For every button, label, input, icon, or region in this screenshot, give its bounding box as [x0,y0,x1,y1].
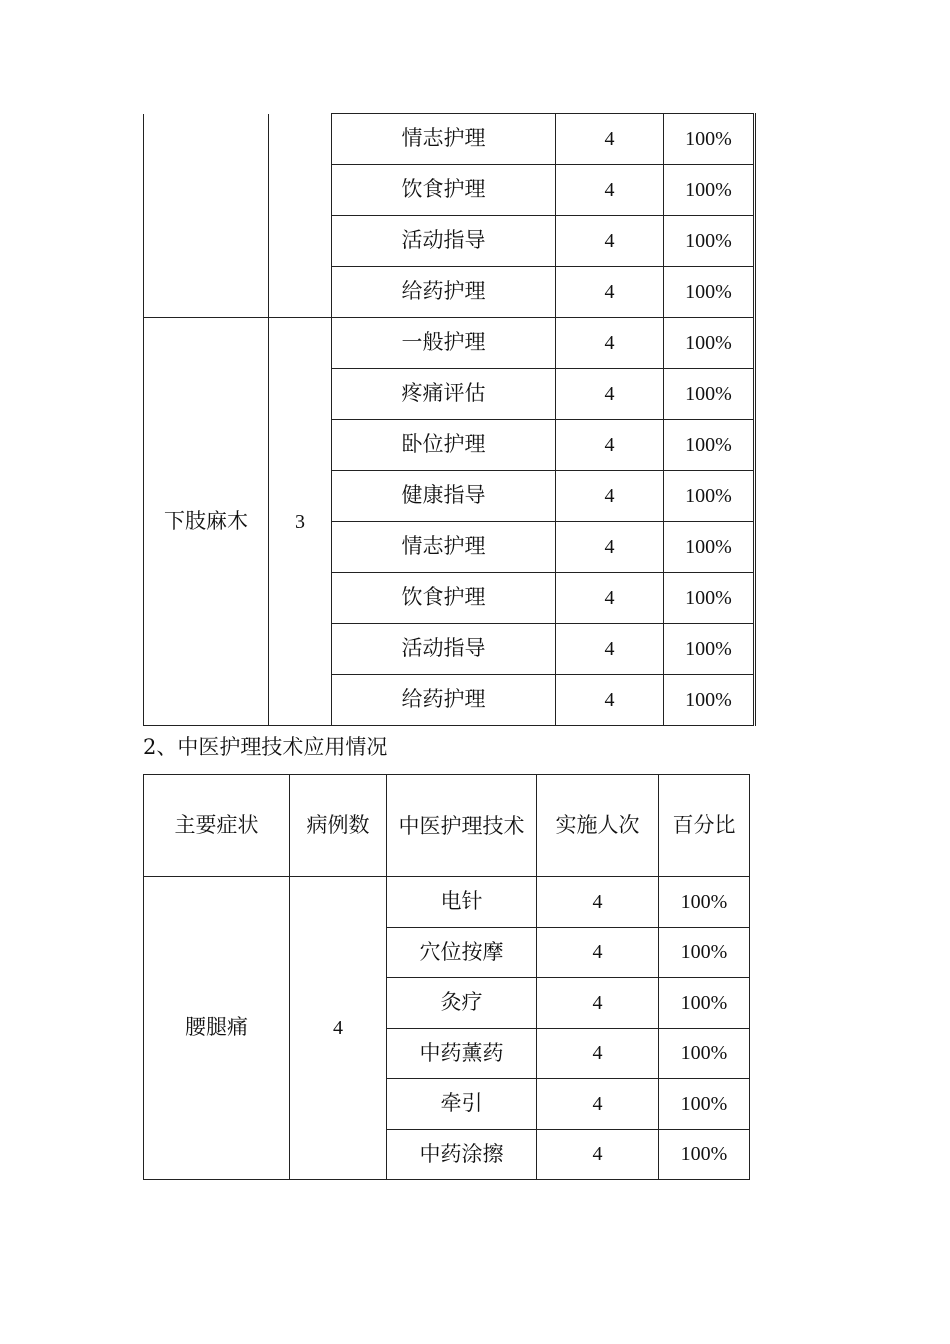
measure-cell: 情志护理 [332,522,556,573]
count-cell: 4 [556,165,664,216]
percent-cell: 100% [664,420,755,471]
percent-cell: 100% [664,267,755,318]
count-cell: 4 [556,471,664,522]
cases-cell: 3 [269,318,332,726]
table-header-row [144,775,750,877]
header-cell-count: 实施人次 [537,775,659,877]
percent-cell: 100% [664,216,755,267]
technique-cell: 穴位按摩 [387,927,537,978]
percent-cell: 100% [664,471,755,522]
measure-cell: 活动指导 [332,216,556,267]
count-cell: 4 [556,624,664,675]
percent-cell: 100% [659,978,750,1029]
percent-cell: 100% [664,624,755,675]
count-cell: 4 [537,978,659,1029]
measure-cell: 健康指导 [332,471,556,522]
percent-cell: 100% [659,927,750,978]
section-heading: 2、中医护理技术应用情况 [143,735,388,759]
technique-cell: 电针 [387,877,537,928]
percent-cell: 100% [659,877,750,928]
percent-cell: 100% [659,1129,750,1180]
percent-cell: 100% [664,522,755,573]
percent-cell: 100% [664,165,755,216]
table-row [144,114,755,165]
measure-cell: 疼痛评估 [332,369,556,420]
percent-cell: 100% [659,1079,750,1130]
count-cell: 4 [556,216,664,267]
percent-cell: 100% [664,318,755,369]
cases-cell-continued [269,114,332,318]
measure-cell: 卧位护理 [332,420,556,471]
tcm-techniques-table [143,774,750,1180]
count-cell: 4 [537,1129,659,1180]
measure-cell: 一般护理 [332,318,556,369]
percent-cell: 100% [664,369,755,420]
symptom-cell-continued [144,114,269,318]
count-cell: 4 [556,420,664,471]
count-cell: 4 [556,318,664,369]
measure-cell: 饮食护理 [332,573,556,624]
count-cell: 4 [556,369,664,420]
count-cell: 4 [537,1079,659,1130]
percent-cell: 100% [664,675,755,726]
count-cell: 4 [556,522,664,573]
symptom-cell: 下肢麻木 [144,318,269,726]
symptom-cell: 腰腿痛 [144,877,290,1180]
technique-cell: 中药薰药 [387,1028,537,1079]
count-cell: 4 [537,927,659,978]
table-row [144,877,750,928]
count-cell: 4 [556,573,664,624]
count-cell: 4 [556,267,664,318]
measure-cell: 活动指导 [332,624,556,675]
measure-cell: 饮食护理 [332,165,556,216]
percent-cell: 100% [664,573,755,624]
count-cell: 4 [537,1028,659,1079]
header-cell-percent: 百分比 [659,775,750,877]
measure-cell: 给药护理 [332,267,556,318]
table-row [144,318,755,369]
header-cell-cases: 病例数 [290,775,387,877]
count-cell: 4 [556,675,664,726]
measure-cell: 给药护理 [332,675,556,726]
count-cell: 4 [556,114,664,165]
technique-cell: 中药涂擦 [387,1129,537,1180]
header-cell-symptom: 主要症状 [144,775,290,877]
percent-cell: 100% [664,114,755,165]
percent-cell: 100% [659,1028,750,1079]
measure-cell: 情志护理 [332,114,556,165]
count-cell: 4 [537,877,659,928]
cases-cell: 4 [290,877,387,1180]
header-cell-technique: 中医护理技术 [387,775,537,877]
nursing-measures-table [143,113,756,726]
technique-cell: 牵引 [387,1079,537,1130]
technique-cell: 灸疗 [387,978,537,1029]
